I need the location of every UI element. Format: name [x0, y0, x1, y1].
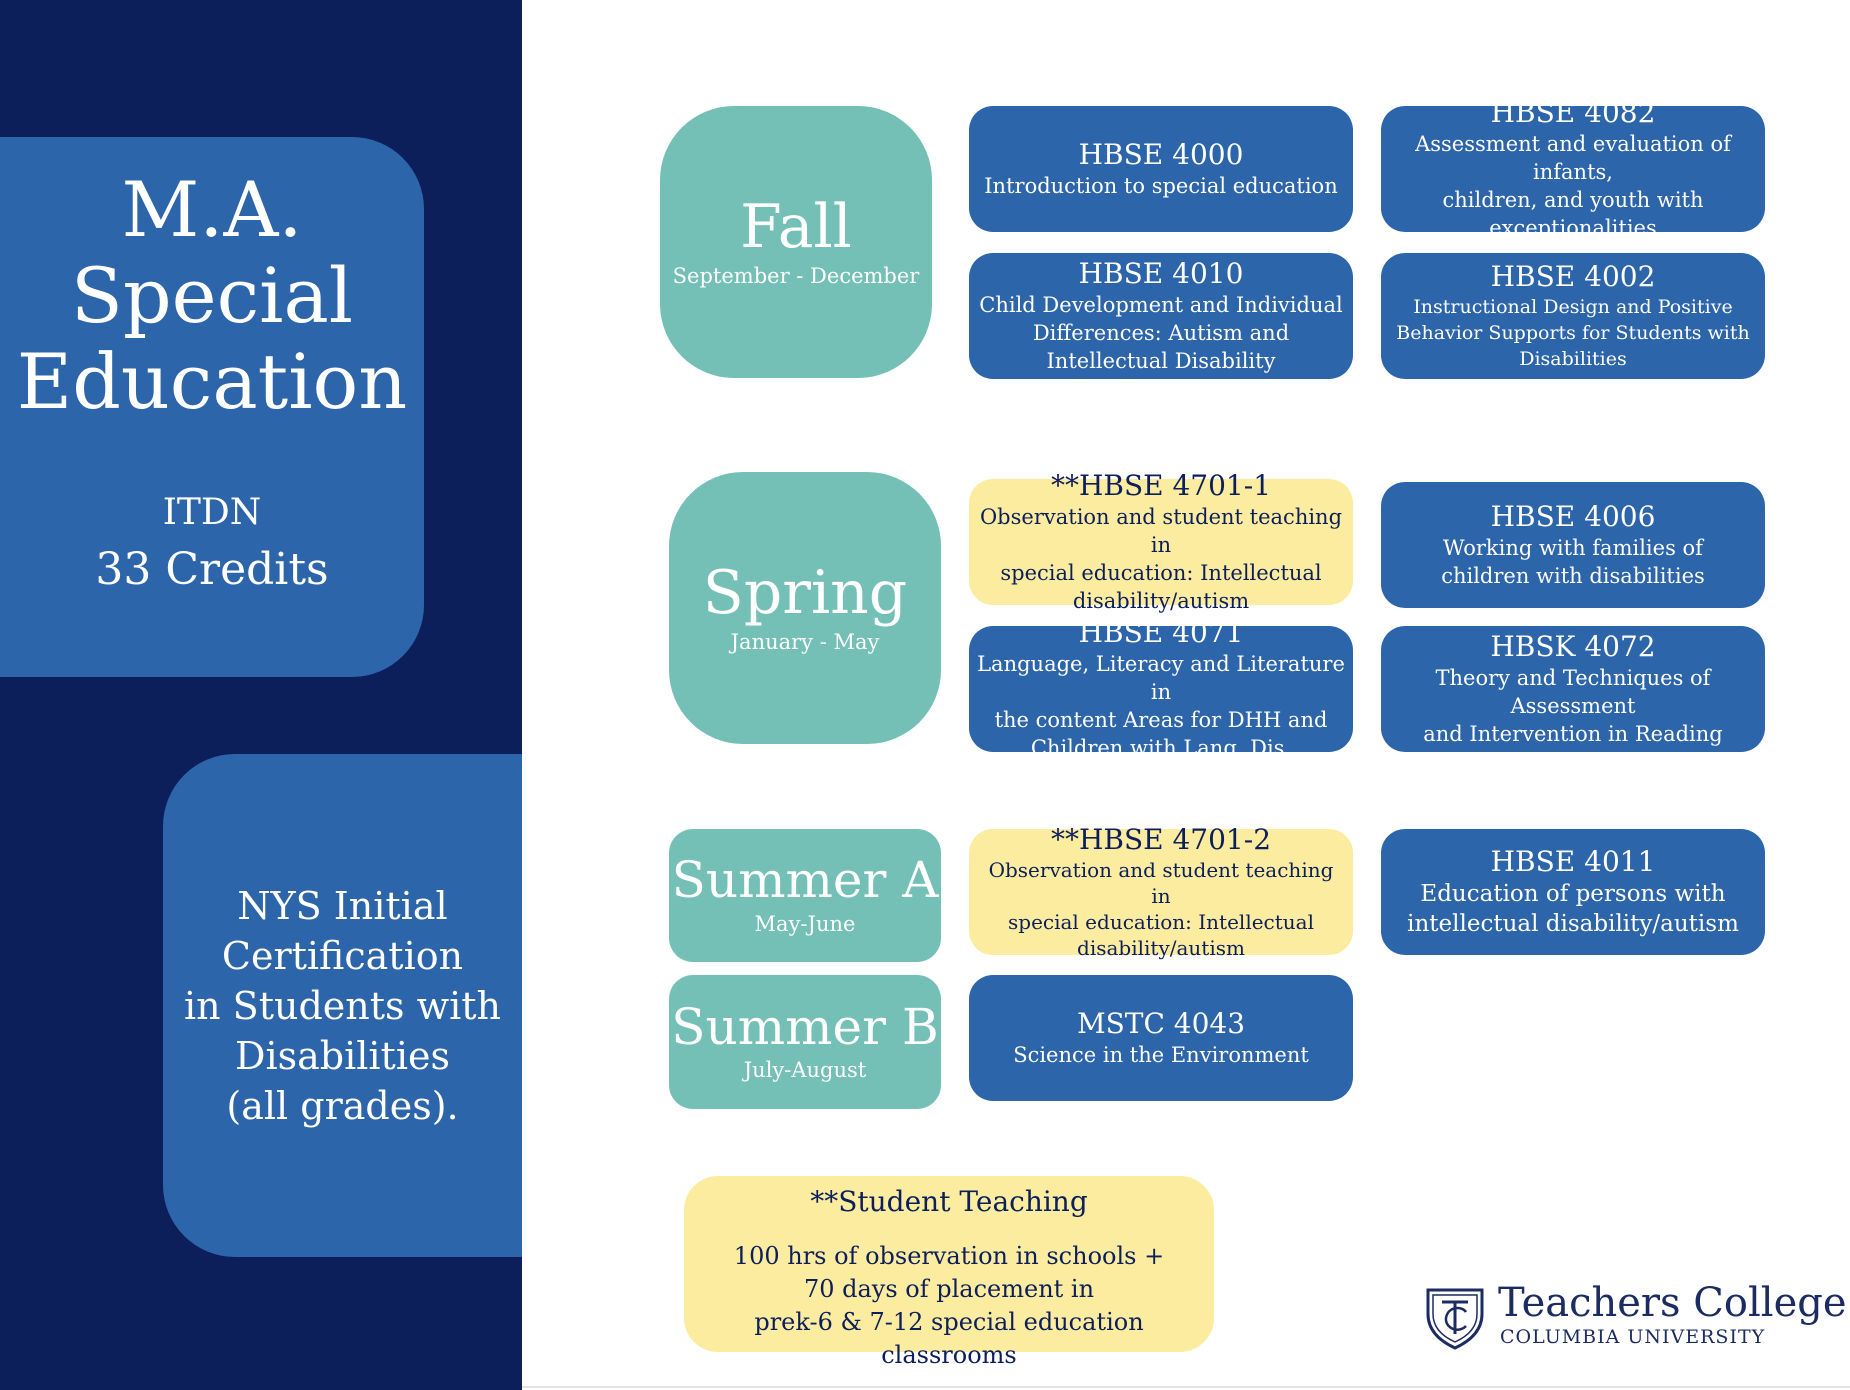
- course-description: Education of persons with intellectual disability/autism: [1407, 881, 1739, 937]
- course-code: HBSE 4006: [1490, 500, 1656, 533]
- course-description: Observation and student teaching in special education: Intellectual disability/autism: [979, 505, 1343, 613]
- season-name: Fall: [740, 191, 852, 262]
- season-dates: September - December: [672, 263, 920, 288]
- course-card-hbse4002: [1381, 253, 1765, 379]
- program-title: [0, 167, 424, 425]
- course-description: Language, Literacy and Literature in the content Areas for DHH and Children with Lang. Dis,: [977, 652, 1345, 760]
- course-code: **HBSE 4701-2: [1050, 823, 1272, 856]
- season-dates: May-June: [754, 911, 856, 936]
- course-description: Theory and Techniques of Assessment and Intervention in Reading: [1423, 666, 1723, 746]
- course-description: Assessment and evaluation of infants, children, and youth with exceptionalities: [1415, 132, 1731, 240]
- bottom-divider: [522, 1386, 1850, 1388]
- program-title-card: [0, 137, 424, 677]
- logo-name: Teachers College: [1498, 1280, 1847, 1326]
- course-description: Child Development and Individual Differences: Autism and Intellectual Disability: [979, 293, 1343, 373]
- teachers-college-logo: [1420, 1280, 1847, 1356]
- season-name: Spring: [702, 557, 908, 628]
- program-title-line: Special: [70, 251, 354, 340]
- certification-line: Disabilities: [235, 1033, 450, 1078]
- course-card-hbse4000: [969, 106, 1353, 232]
- course-description: Observation and student teaching in special education: Intellectual disability/autism: [988, 858, 1334, 960]
- course-card-hbse4701-1: [969, 469, 1353, 613]
- course-description: Instructional Design and Positive Behavior Supports for Students with Disabilities: [1396, 296, 1750, 370]
- course-description: Science in the Environment: [1013, 1043, 1309, 1067]
- certification-line: in Students with: [183, 983, 502, 1028]
- course-card-hbse4071: [969, 616, 1353, 760]
- season-dates: January - May: [730, 629, 880, 654]
- season-dates: July-August: [743, 1058, 867, 1083]
- season-spring: [669, 472, 941, 744]
- program-code: ITDN: [162, 492, 262, 533]
- course-description: Introduction to special education: [984, 174, 1338, 198]
- course-card-mstc4043: [969, 975, 1353, 1101]
- student-teaching-card: [684, 1176, 1214, 1369]
- course-card-hbse4082: [1381, 96, 1765, 240]
- course-code: MSTC 4043: [1076, 1007, 1246, 1040]
- season-name: Summer A: [671, 851, 939, 910]
- course-code: **HBSE 4701-1: [1050, 469, 1272, 502]
- student-teaching-details: 100 hrs of observation in schools + 70 days of placement in prek-6 & 7-12 special education classrooms: [733, 1242, 1165, 1369]
- program-title-line: Education: [16, 337, 408, 426]
- course-card-hbse4011: [1381, 829, 1765, 955]
- season-name: Summer B: [671, 997, 939, 1056]
- student-teaching-heading: **Student Teaching: [810, 1185, 1088, 1218]
- season-summer-b: [669, 975, 941, 1109]
- certification-card: [163, 754, 522, 1257]
- course-code: HBSE 4010: [1078, 257, 1244, 290]
- course-code: HBSE 4082: [1490, 96, 1656, 129]
- course-card-hbse4010: [969, 253, 1353, 379]
- certification-line: Certification: [221, 933, 464, 978]
- course-card-hbsk4072: [1381, 626, 1765, 752]
- season-summer-a: [669, 829, 941, 962]
- program-credits: 33 Credits: [95, 544, 329, 595]
- certification-line: NYS Initial: [237, 883, 448, 928]
- certification-line: (all grades).: [226, 1083, 459, 1128]
- course-code: HBSK 4072: [1490, 630, 1656, 663]
- course-code: HBSE 4011: [1490, 845, 1656, 878]
- program-title-line: M.A.: [121, 165, 303, 254]
- logo-university: COLUMBIA UNIVERSITY: [1500, 1326, 1766, 1348]
- course-code: HBSE 4002: [1490, 260, 1656, 293]
- course-card-hbse4701-2: [969, 823, 1353, 960]
- course-code: HBSE 4000: [1078, 138, 1244, 171]
- course-code: HBSE 4071: [1078, 616, 1244, 649]
- tc-shield-icon: [1424, 1284, 1486, 1350]
- course-card-hbse4006: [1381, 482, 1765, 608]
- season-fall: [660, 106, 932, 378]
- course-description: Working with families of children with disabilities: [1441, 536, 1705, 588]
